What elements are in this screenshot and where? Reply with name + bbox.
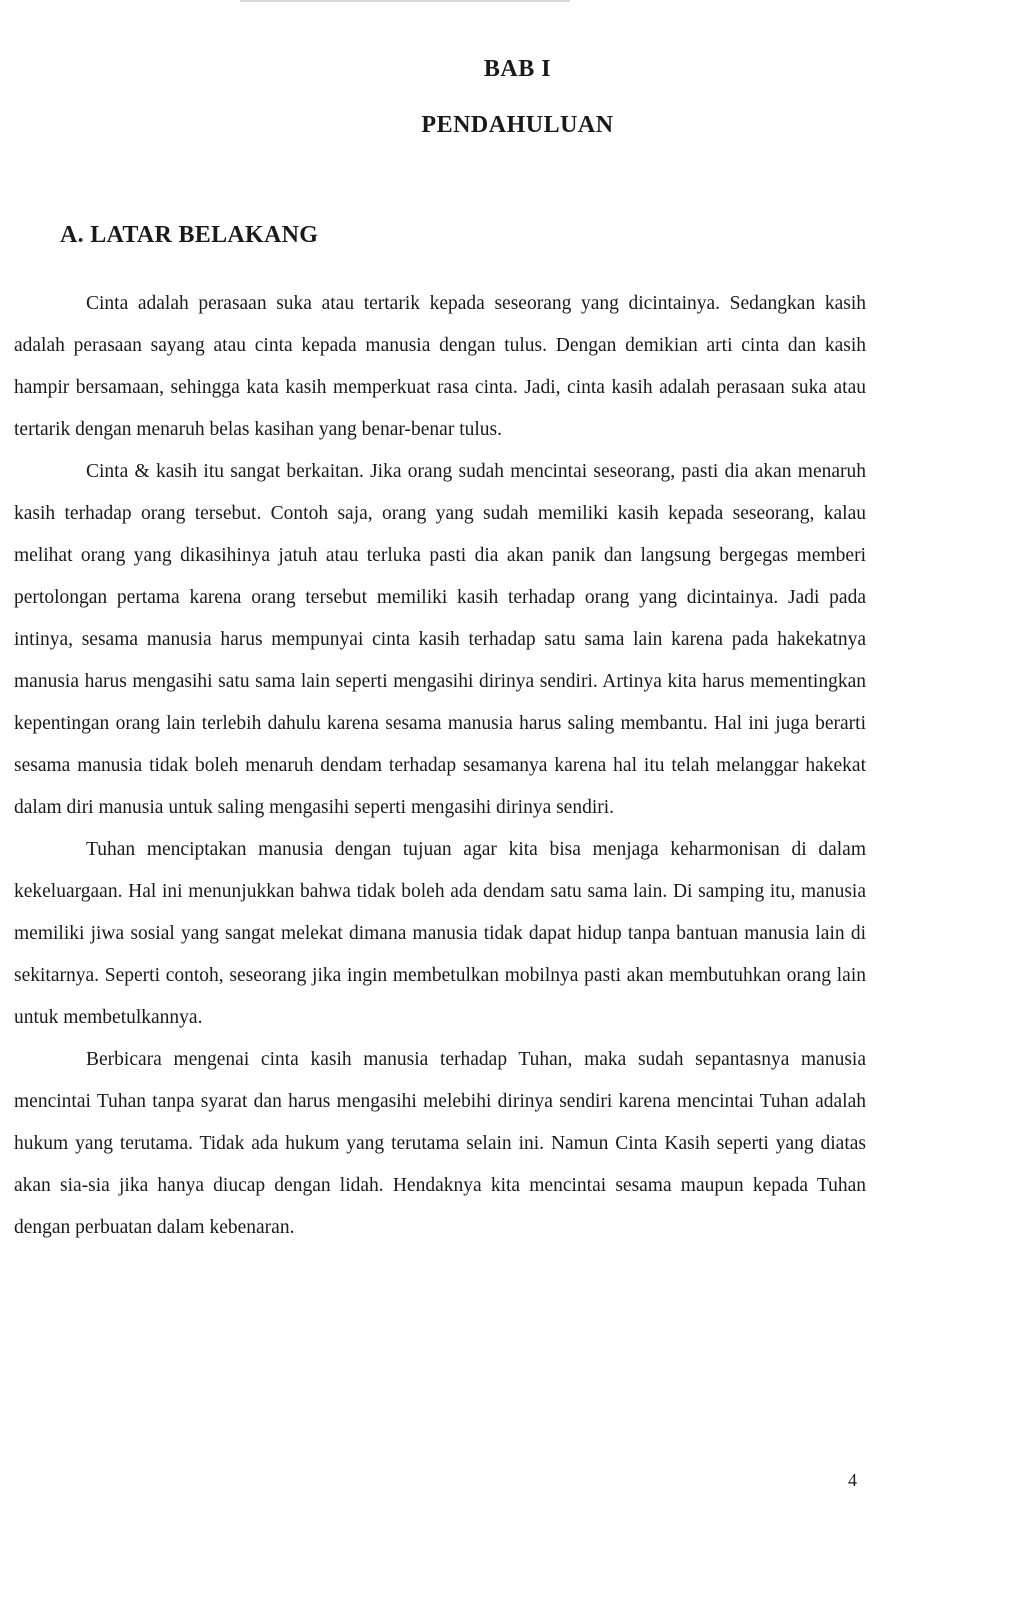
chapter-label: BAB I xyxy=(483,56,552,82)
paragraph-2: Cinta & kasih itu sangat berkaitan. Jika orang sudah mencintai seseorang, pasti dia akan menaruh kasih terhadap orang tersebut. Contoh saja, orang yang sudah memiliki kasih kepada seseorang, kalau melihat orang yang dikasihinya jatuh atau terluka pasti dia akan panik dan langsung bergegas memberi pertolongan pertama karena orang tersebut memiliki kasih terhadap orang yang dicintainya. Jadi pada intinya, sesama manusia harus mempunyai cinta kasih terhadap satu sama lain karena pada hakekatnya manusia harus mengasihi satu sama lain seperti mengasihi dirinya sendiri. Artinya kita harus mementingkan kepentingan orang lain terlebih dahulu karena sesama manusia harus saling membantu. Hal ini juga berarti sesama manusia tidak boleh menaruh dendam terhadap sesamanya karena hal itu telah melanggar hakekat dalam diri manusia untuk saling mengasihi seperti mengasihi dirinya sendiri. xyxy=(14,461,866,818)
body-text xyxy=(14,283,866,1249)
paragraph-4: Berbicara mengenai cinta kasih manusia terhadap Tuhan, maka sudah sepantasnya manusia mencintai Tuhan tanpa syarat dan harus mengasihi melebihi dirinya sendiri karena mencintai Tuhan adalah hukum yang terutama. Tidak ada hukum yang terutama selain ini. Namun Cinta Kasih seperti yang diatas akan sia-sia jika hanya diucap dengan lidah. Hendaknya kita mencintai sesama maupun kepada Tuhan dengan perbuatan dalam kebenaran. xyxy=(14,1049,866,1238)
scan-edge-line xyxy=(240,0,570,2)
paragraph-3: Tuhan menciptakan manusia dengan tujuan agar kita bisa menjaga keharmonisan di dalam kekeluargaan. Hal ini menunjukkan bahwa tidak boleh ada dendam satu sama lain. Di samping itu, manusia memiliki jiwa sosial yang sangat melekat dimana manusia tidak dapat hidup tanpa bantuan manusia lain di sekitarnya. Seperti contoh, seseorang jika ingin membetulkan mobilnya pasti akan membutuhkan orang lain untuk membetulkannya. xyxy=(14,839,866,1028)
chapter-title: PENDAHULUAN xyxy=(421,112,614,138)
page-number: 4 xyxy=(848,1470,857,1490)
paragraph-1: Cinta adalah perasaan suka atau tertarik kepada seseorang yang dicintainya. Sedangkan kasih adalah perasaan sayang atau cinta kepada manusia dengan tulus. Dengan demikian arti cinta dan kasih hampir bersamaan, sehingga kata kasih memperkuat rasa cinta. Jadi, cinta kasih adalah perasaan suka atau tertarik dengan menaruh belas kasihan yang benar-benar tulus. xyxy=(14,293,866,440)
section-heading: A. LATAR BELAKANG xyxy=(60,222,319,248)
